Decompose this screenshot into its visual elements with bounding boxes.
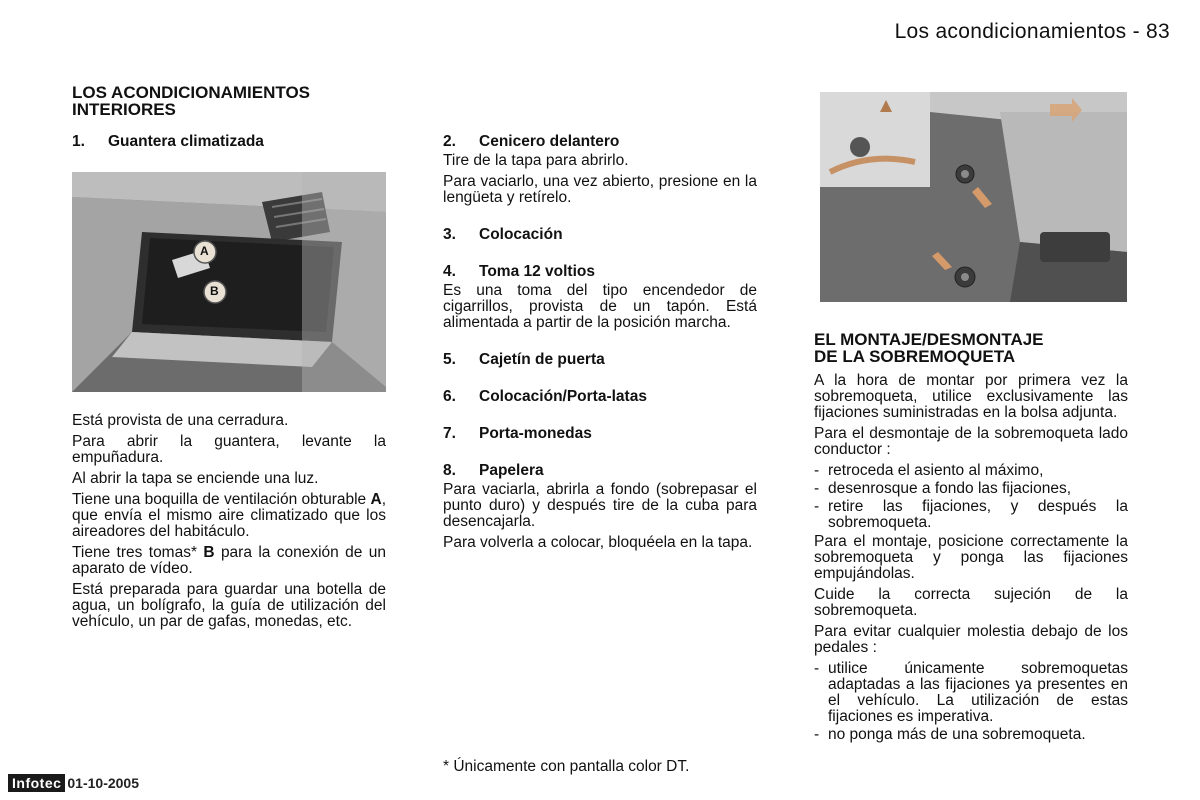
item-5-heading [443,352,757,368]
paragraph: Está preparada para guardar una botella de agua, un bolígrafo, la guía de utilización del vehículo, un par de gafas, monedas, etc. [72,581,386,630]
floor-mat-photo [820,92,1127,302]
paragraph: Para abrir la guantera, levante la empuñadura. [72,433,386,466]
item-number: 8. [443,462,456,479]
paragraph: A la hora de montar por primera vez la sobremoqueta, utilice exclusivamente las fijaciones suministradas en la bolsa adjunta. [814,372,1128,421]
callout-b-label: B [210,284,219,298]
item-title: Toma 12 voltios [479,263,595,280]
spacer [443,408,757,426]
paragraph [72,545,386,577]
infotec-logo: Infotec [8,774,65,792]
item-number: 1. [72,133,85,150]
item-title: Guantera climatizada [108,133,264,150]
list-item: - no ponga más de una sobremoqueta. [814,727,1128,743]
item-number: 5. [443,351,456,368]
item-6-heading [443,389,757,405]
spacer [443,211,757,227]
item-4-heading [443,264,757,280]
paragraph: Para volverla a colocar, bloquéela en la tapa. [443,534,753,551]
text-run: Tiene tres tomas* [72,544,204,561]
glovebox-photo [72,172,386,392]
item-1-block [72,134,386,153]
paragraph: Está provista de una cerradura. [72,412,289,429]
item-title: Colocación/Porta-latas [479,388,647,405]
item-title: Cenicero delantero [479,133,620,150]
floor-mat-illustration [820,92,1127,302]
item-number: 7. [443,425,456,442]
paragraph [72,492,386,540]
paragraph: Para vaciarla, abrirla a fondo (sobrepasar el punto duro) y después tire de la cuba para desencajarla. [443,481,757,530]
section-title-line2: DE LA SOBREMOQUETA [814,347,1016,366]
dash-list [814,463,1128,531]
ref-a: A [370,491,382,508]
list-item: - utilice únicamente sobremoquetas adaptadas a las fijaciones ya presentes en el vehículo. La utilización de estas fijaciones es imperativa. [814,661,1128,725]
item-title: Cajetín de puerta [479,351,605,368]
item-title: Colocación [479,226,563,243]
text-run: Tiene una boquilla de ventilación obturable [72,491,371,508]
item-number: 3. [443,226,456,243]
footer [8,774,139,792]
spacer [443,445,757,463]
section-title-line1: EL MONTAJE/DESMONTAJE [814,330,1044,349]
left-column [72,84,386,118]
dash-list [814,661,1128,743]
paragraph: Para evitar cualquier molestia debajo de los pedales : [814,623,1128,656]
item-title: Papelera [479,462,544,479]
paragraph: Al abrir la tapa se enciende una luz. [72,470,319,487]
paragraph: Cuide la correcta sujeción de la sobremoqueta. [814,586,1128,619]
print-date: 01-10-2005 [67,775,140,791]
spacer [443,246,757,264]
item-3-heading [443,227,757,243]
list-item: - retire las fijaciones, y después la sobremoqueta. [814,499,1128,531]
section-title [814,331,1128,365]
list-item: - desenrosque a fondo las fijaciones, [814,481,1128,497]
middle-column [443,134,757,556]
section-title-line1: LOS ACONDICIONAMIENTOS [72,83,311,102]
footnote: * Únicamente con pantalla color DT. [443,758,690,775]
paragraph: Tire de la tapa para abrirlo. [443,152,629,169]
item-number: 4. [443,263,456,280]
list-item: - retroceda el asiento al máximo, [814,463,1128,479]
item-8-heading [443,463,757,479]
section-title [72,84,386,118]
left-body [72,413,386,635]
paragraph: Para el montaje, posicione correctamente la sobremoqueta y ponga las fijaciones empujándolas. [814,533,1128,582]
paragraph: Para vaciarlo, una vez abierto, presione en la lengüeta y retírelo. [443,173,757,206]
item-7-heading [443,426,757,442]
callout-a-label: A [200,244,209,258]
glovebox-illustration [72,172,386,392]
spacer [443,336,757,352]
item-number: 6. [443,388,456,405]
text-run: , que envía el mismo aire climatizado que los aireadores del habitáculo. [72,491,386,540]
item-number: 2. [443,133,456,150]
right-column [814,331,1128,746]
ref-b: B [203,544,215,561]
item-2-heading [443,134,757,150]
paragraph: Es una toma del tipo encendedor de cigarrillos, provista de un tapón. Está alimentada a partir de la posición marcha. [443,282,757,331]
page-header: Los acondicionamientos - 83 [894,20,1170,43]
paragraph: Para el desmontaje de la sobremoqueta lado conductor : [814,425,1128,458]
text-run: para la conexión de un aparato de vídeo. [72,544,386,577]
spacer [443,371,757,389]
item-1-heading [72,134,386,150]
section-title-line2: INTERIORES [72,100,176,119]
item-title: Porta-monedas [479,425,592,442]
